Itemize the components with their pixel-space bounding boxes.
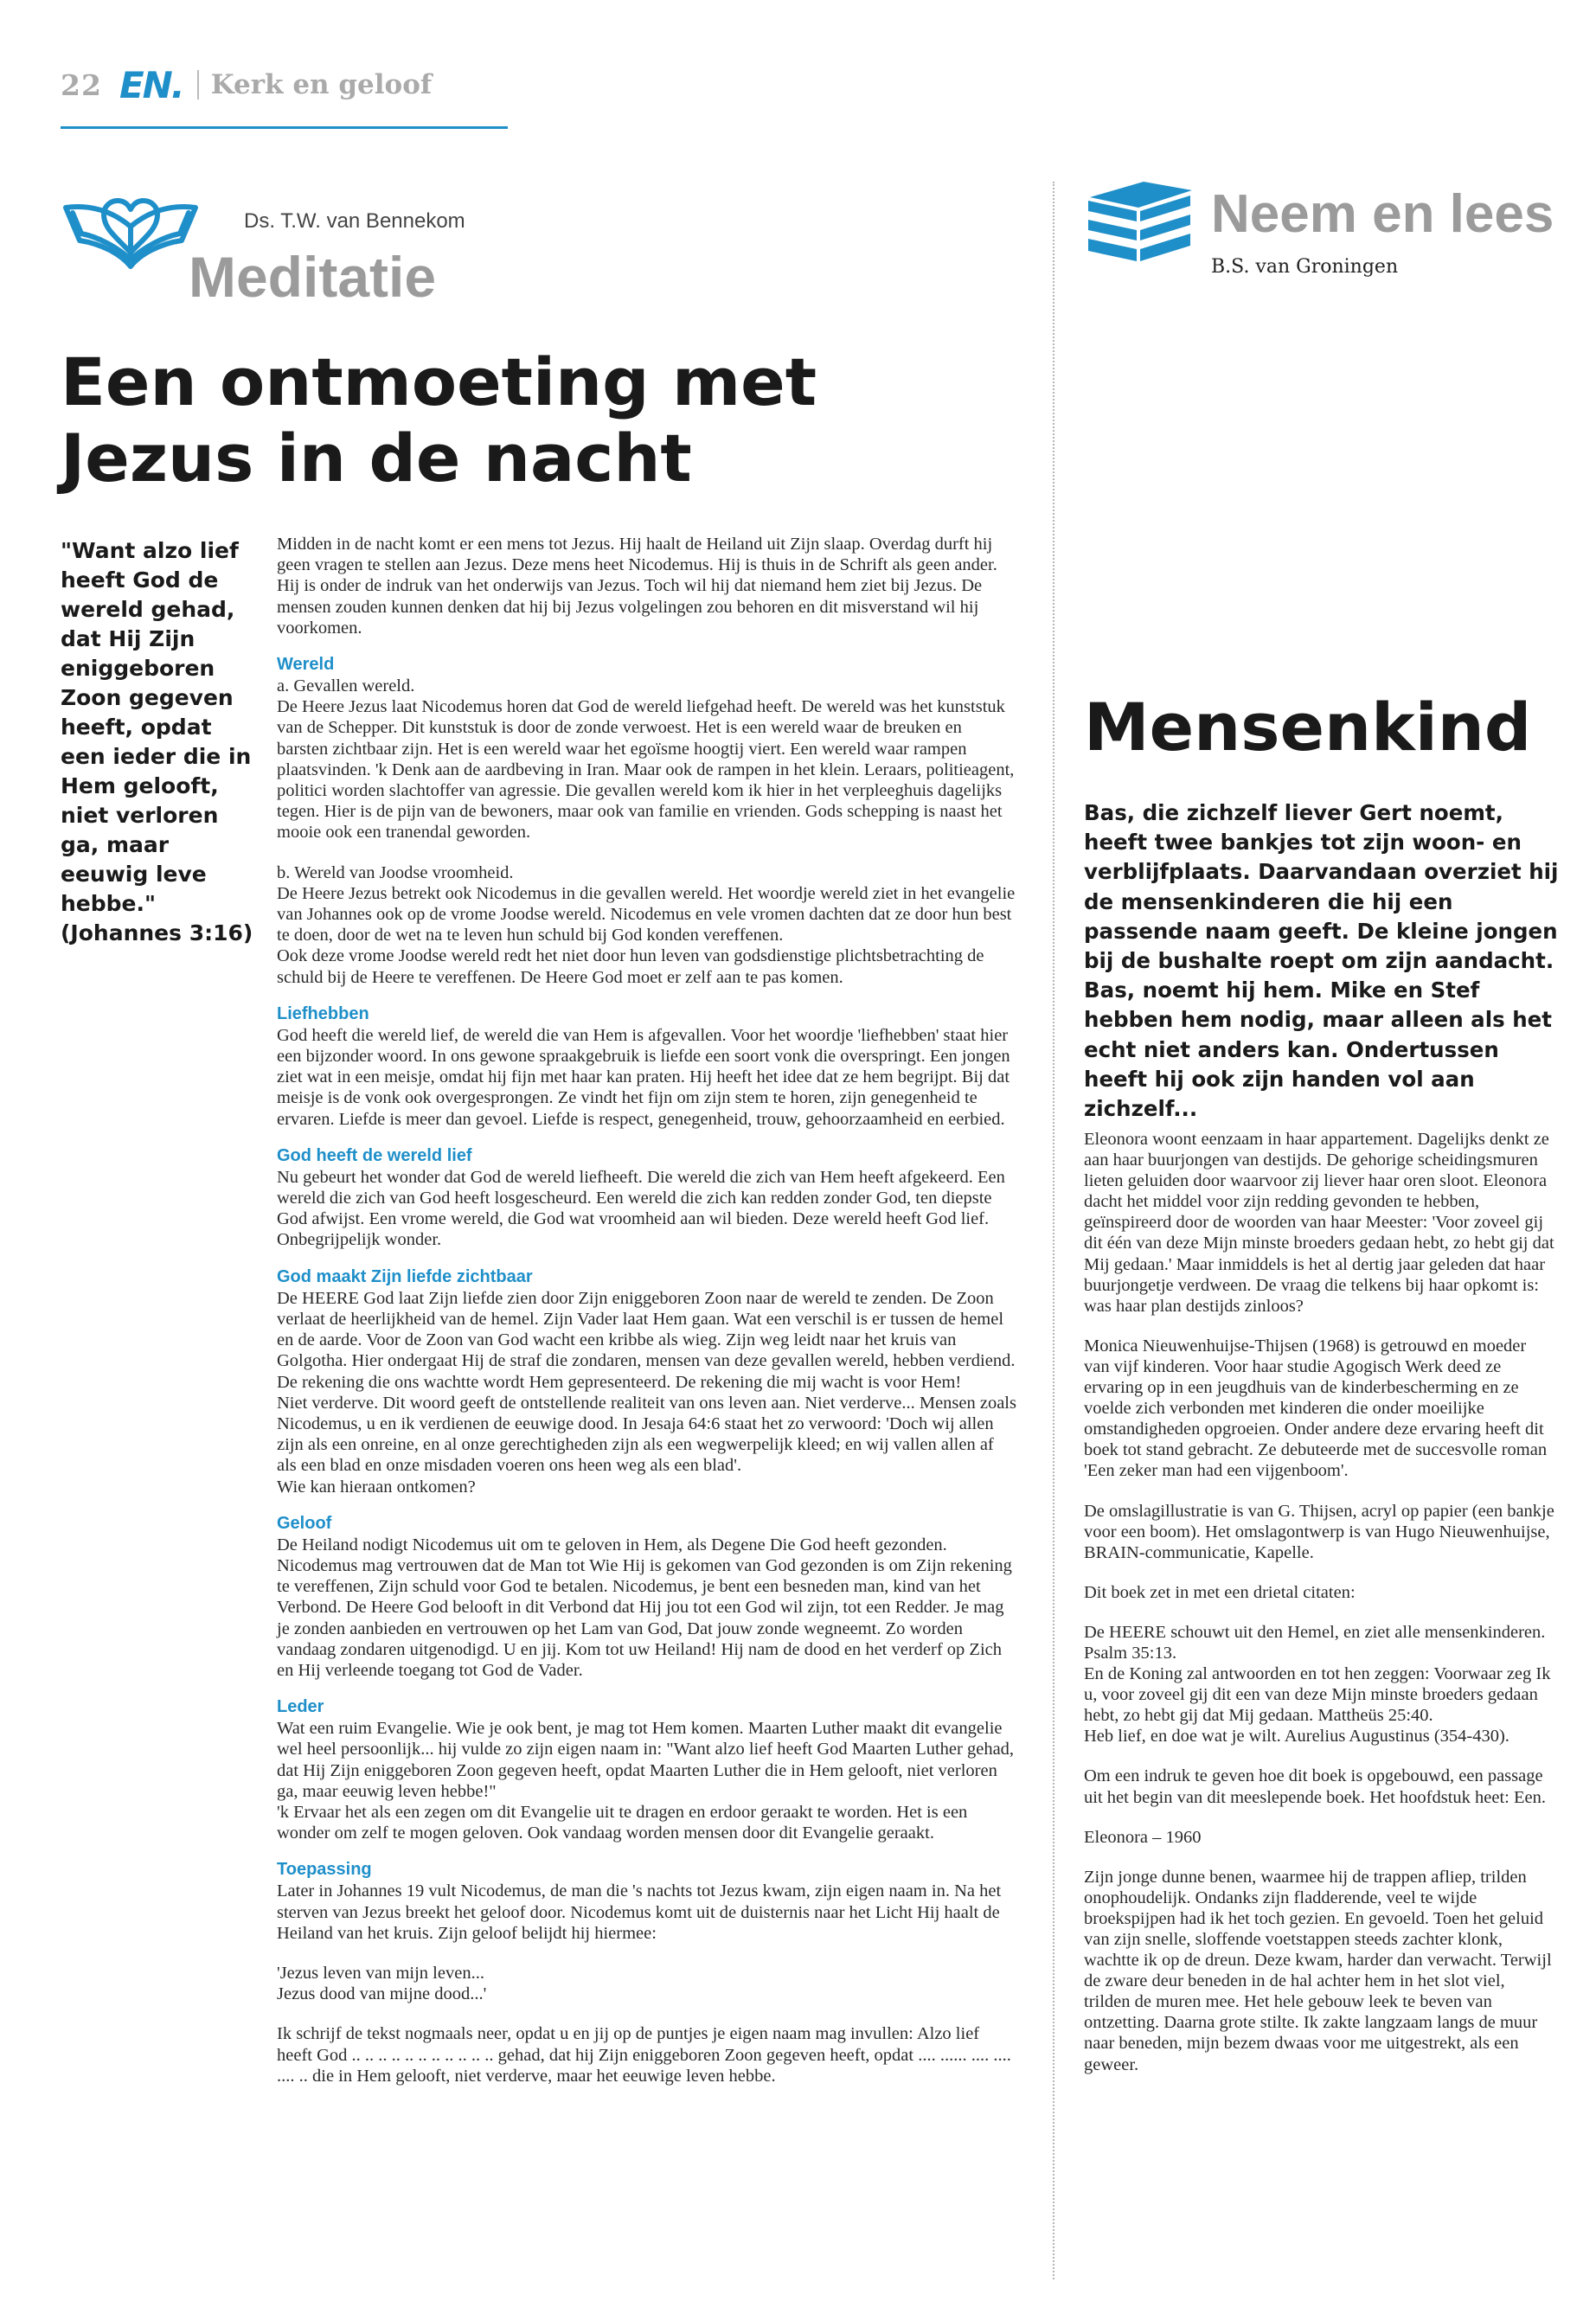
bible-quote: "Want alzo lief heeft God de wereld gehad, dat Hij Zijn eniggeboren Zoon gegeven heeft, opdat een ieder die in Hem gelooft, niet verloren ga, maar eeuwig leve hebbe." (Johannes 3:16)	[61, 538, 253, 945]
paragraph: Ik schrijf de tekst nogmaals neer, opdat u en jij op de puntjes je eigen naam mag invullen: Alzo lief heeft God .. .. .. .. .. .. .. .. .. .. .. gehad, dat hij Zijn eniggeboren Zoon gegeven heeft, opdat .... ...... .... .... .... .. die in Hem gelooft, niet verderve, maar het eeuwige leven hebbe.	[277, 2024, 1011, 2086]
meditation-body	[277, 534, 1016, 2086]
paragraph: Nu gebeurt het wonder dat God de wereld liefheeft. Die wereld die zich van Hem heeft afgekeerd. Een wereld die zich van God heeft losgescheurd. Een wereld die zich kan redden zonder God, ten diepste God afwijst. Een vrome wereld, die God wat vroomheid aan wil bieden. Deze wereld heeft God lief. Onbegrijpelijk wonder.	[277, 1167, 1005, 1250]
meditation-title: Een ontmoeting met Jezus in de nacht	[61, 343, 817, 497]
section-heading: God maakt Zijn liefde zichtbaar	[277, 1266, 533, 1286]
paragraph: De Heiland nodigt Nicodemus uit om te geloven in Hem, als Degene Die God heeft gezonden. Nicodemus mag vertrouwen dat de Man tot Wie Hij is gekomen van God gezonden is om Zijn rekening te vereffenen, Zijn schuld voor God te betalen. Nicodemus, je bent een besneden man, kind van het Verbond. De Heere God belooft in dit Verbond dat Hij jou tot een God wil zijn, tot een Redder. Je mag je zonden aanbieden en vertrouwen op het Lam van God, Dat jouw zonde wegneemt. Zo worden vandaag zondaren uitgenodigd. U en jij. Kom tot uw Heiland! Hij nam de dood en het verderf op Zich en Hij verleende toegang tot God de Vader.	[277, 1535, 1012, 1680]
section-heading: Toepassing	[277, 1860, 372, 1880]
paragraph: Dit boek zet in met een drietal citaten:	[1084, 1582, 1356, 1602]
section-heading: Geloof	[277, 1513, 332, 1533]
section-name: Kerk en geloof	[210, 69, 433, 100]
open-book-heart-icon	[61, 180, 201, 277]
section-heading: God heeft de wereld lief	[277, 1145, 472, 1165]
section-heading: Wereld	[277, 655, 335, 675]
paragraph: Zijn jonge dunne benen, waarmee hij de trappen afliep, trilden onophoudelijk. Ondanks zijn fladderende, veel te wijde broekspijpen had ik het toch gezien. En gevoeld. Toen het geluid van zijn snelle, sloffende voetstappen steeds zachter klonk, wachtte ik op de dreun. Deze kwam, harder dan verwacht. Terwijl de zware deur beneden in de hal achter hem in het slot viel, trilden de muren mee. Het hele gebouw leek te beven van ontzetting. Daarna grote stilte. Ik zakte langzaam langs de muur naar beneden, mijn bezem dwaas voor me uitgestrekt, als een geweer.	[1084, 1867, 1552, 2074]
paragraph: Eleonora – 1960	[1084, 1827, 1202, 1847]
section-heading: Liefhebben	[277, 1003, 369, 1023]
paragraph: Om een indruk te geven hoe dit boek is opgebouwd, een passage uit het begin van dit meeslepende boek. Het hoofdstuk heet: Een.	[1084, 1766, 1546, 1807]
publication-logo: EN.	[119, 63, 183, 106]
paragraph: God heeft die wereld lief, de wereld die van Hem is afgevallen. Voor het woordje 'liefhebben' staat hier een bijzonder woord. In ons gewone spraakgebruik is liefde een soort vonk die overspringt. Een jongen ziet wat in een meisje, omdat hij fijn met haar kan praten. Hij heeft het idee dat ze hem begrijpt. Bij dat meisje is de vonk ook overgesprongen. Ze vindt het fijn om zijn stem te horen, zijn genegenheid te ervaren. Liefde is meer dan gevoel. Liefde is respect, genegenheid, trouw, gehoorzaamheid en eerbied.	[277, 1025, 1010, 1129]
page-number: 22	[61, 67, 102, 102]
paragraph: Later in Johannes 19 vult Nicodemus, de man die 's nachts tot Jezus kwam, zijn eigen naam in. Na het sterven van Jezus breekt het geloof door. Nicodemus komt uit de duisternis naar het Licht Hij haalt de Heiland van het kruis. Zijn geloof belijdt hij hiermee:	[277, 1881, 1002, 1943]
review-body	[1084, 1129, 1555, 2094]
paragraph: De omslagillustratie is van G. Thijsen, acryl op papier (een bankje voor een boom). Het omslagontwerp is van Hugo Nieuwenhuijse, BRAIN-communicatie, Kapelle.	[1084, 1501, 1554, 1562]
header-separator	[197, 70, 199, 99]
book-stack-icon	[1081, 178, 1195, 272]
paragraph: Eleonora woont eenzaam in haar appartement. Dagelijks denkt ze aan haar buurjongen van destijds. De gehorige scheidingsmuren lieten geluiden door waarvoor zij liever haar oren sloot. Eleonora dacht het middel voor zijn redding gevonden te hebben, geïnspireerd door de woorden van haar Meester: 'Voor zoveel gij dit één van deze Mijn minste broeders gedaan hebt, zo hebt gij dat Mij gedaan.' Maar inmiddels is het al dertig jaar geleden dat haar buurjongetje verdween. De vraag die telkens bij haar opkomt is: was haar plan destijds zinloos?	[1084, 1130, 1554, 1316]
meditation-label: Meditatie	[189, 245, 437, 309]
column-divider	[1053, 182, 1054, 2279]
paragraph: De HEERE schouwt uit den Hemel, en ziet alle mensenkinderen. Psalm 35:13. En de Koning zal antwoorden en tot hen zeggen: Voorwaar zeg Ik u, voor zoveel gij dit een van deze Mijn minste broeders gedaan hebt, zo hebt gij dat Mij gedaan. Mattheüs 25:40. Heb lief, en doe wat je wilt. Aurelius Augustinus (354-430).	[1084, 1622, 1551, 1747]
review-author: B.S. van Groningen	[1211, 256, 1399, 278]
review-title: Mensenkind	[1084, 689, 1532, 766]
review-intro: Bas, die zichzelf liever Gert noemt, heeft twee bankjes tot zijn woon- en verblijfplaats. Daarvandaan overziet hij de mensenkinderen die hij een passende naam geeft. De kleine jongen bij de bushalte roept om zijn aandacht. Bas, noemt hij hem. Mike en Stef hebben hem nodig, maar alleen als het echt niet anders kan. Ondertussen heeft hij ook zijn handen vol aan zichzelf...	[1084, 800, 1559, 1122]
paragraph: 'Jezus leven van mijn leven... Jezus dood van mijne dood...'	[277, 1963, 487, 2004]
section-heading: Leder	[277, 1697, 324, 1717]
paragraph: b. Wereld van Joodse vroomheid. De Heere Jezus betrekt ook Nicodemus in die gevallen wereld. Het woordje wereld ziet in het evangelie van Johannes ook op de vrome Joodse wereld. Nicodemus en vele vromen dachten dat ze door hun best te doen, door de wet na te leven hun schuld bij God konden vereffenen. Ook deze vrome Joodse wereld redt het niet door hun leven van godsdienstige plichtsbetrachting de schuld bij de Heere te vereffenen. De Heere God moet er zelf aan te pas komen.	[277, 862, 1016, 987]
paragraph: De HEERE God laat Zijn liefde zien door Zijn eniggeboren Zoon naar de wereld te zenden. De Zoon verlaat de heerlijkheid van de hemel. Zijn Vader laat Hem gaan. Wat een verschil is er tussen de hemel en de aarde. Voor de Zoon van God wacht een kribbe als wieg. Zijn weg leidt naar het kruis van Golgotha. Hier ondergaat Hij de straf die zondaren, mensen van deze gevallen wereld, hebben verdiend. De rekening die ons wachtte wordt Hem gepresenteerd. De rekening die mij wacht is voor Hem! Niet verderve. Dit woord geeft de ontstellende realiteit van ons leven aan. Niet verderve... Mensen zoals Nicodemus, u en ik verdienen de eeuwige dood. In Jesaja 64:6 staat het zo verwoord: 'Doch wij allen zijn als een onreine, en al onze gerechtigheden zijn als een wegwerpelijk kleed; en wij vallen allen af als een blad en onze misdaden voeren ons heen weg als een blad'. Wie kan hieraan ontkomen?	[277, 1288, 1016, 1497]
paragraph: a. Gevallen wereld. De Heere Jezus laat Nicodemus horen dat God de wereld liefgehad heeft. De wereld was het kunststuk van de Schepper. Dit kunststuk is door de zonde verwoest. Het is een wereld waar de breuken en barsten zichtbaar zijn. Het is een wereld waar het egoïsme hoogtij viert. Een wereld waar rampen plaatsvinden. 'k Denk aan de aardbeving in Iran. Maar ook de rampen in het klein. Leraars, politieagent, politici worden slachtoffer van agressie. Die gevallen wereld kom ik hier in het verpleeghuis dagelijks tegen. Hier is de pijn van de bewoners, maar ook van familie en vrienden. Gods schepping is naast het mooie ook een tranendal geworden.	[277, 676, 1015, 843]
paragraph: Wat een ruim Evangelie. Wie je ook bent, je mag tot Hem komen. Maarten Luther maakt dit evangelie wel heel persoonlijk... hij vulde zo zijn eigen naam in: "Want alzo lief heeft God Maarten Luther gehad, dat Hij Zijn eniggeboren Zoon gegeven heeft, opdat Maarten Luther die in Hem gelooft, niet verloren ga, maar eeuwig leven hebbe!" 'k Ervaar het als een zegen om dit Evangelie uit te dragen en erdoor geraakt te worden. Het is een wonder om zelf te mogen geloven. Ook vandaag worden mensen door dit Evangelie geraakt.	[277, 1719, 1015, 1843]
header-rule	[61, 126, 508, 129]
meditation-intro: Midden in de nacht komt er een mens tot Jezus. Hij haalt de Heiland uit Zijn slaap. Overdag durft hij geen vragen te stellen aan Jezus. Deze mens heet Nicodemus. Hij is thuis in de Schrift als geen ander. Hij is onder de indruk van het onderwijs van Jezus. Toch wil hij dat niemand hem ziet bij Jezus. De mensen zouden kunnen denken dat hij bij Jezus volgelingen zou behoren en dit misverstand wil hij voorkomen.	[277, 535, 997, 638]
page-header	[61, 63, 433, 106]
review-label: Neem en lees	[1211, 184, 1554, 244]
meditation-author: Ds. T.W. van Bennekom	[244, 209, 465, 233]
paragraph: Monica Nieuwenhuijse-Thijsen (1968) is getrouwd en moeder van vijf kinderen. Voor haar studie Agogisch Werk deed ze ervaring op in een jeugdhuis van de kinderbescherming en ze voelde zich verbonden met kinderen die onder moeilijke omstandigheden opgroeien. Onder andere deze ervaring heeft dit boek tot stand gebracht. Ze debuteerde met de succesvolle roman 'Een zeker man had een vijgenboom'.	[1084, 1336, 1548, 1481]
